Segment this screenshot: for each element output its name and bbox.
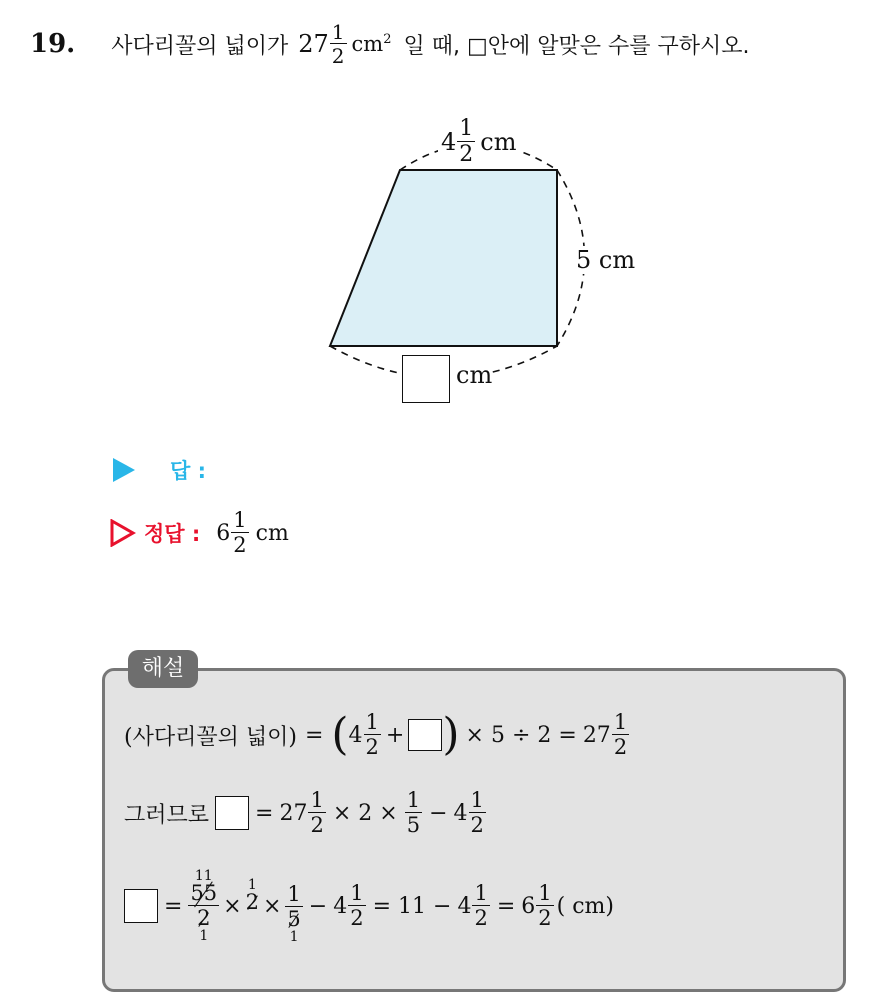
explanation-line-3 <box>124 856 614 956</box>
line3-eq: = <box>164 893 183 919</box>
line1-a-whole: 4 <box>348 722 363 748</box>
line2-b-den: 5 <box>406 813 421 837</box>
line2-minus: − <box>429 800 448 826</box>
explanation-line-2 <box>124 790 487 836</box>
line1-eq: = <box>304 722 324 748</box>
explanation-tag: 해설 <box>128 650 198 688</box>
line3-f1-bot: 1 <box>199 928 209 944</box>
line1-r-fraction <box>612 712 629 758</box>
correct-unit: cm <box>255 520 289 546</box>
line2-c-fraction <box>469 790 486 836</box>
line2-a-whole: 27 <box>279 800 308 826</box>
line3-f3-bot: 1 <box>289 929 299 945</box>
bottom-length-label <box>402 355 492 403</box>
bottom-unit: cm <box>456 361 493 389</box>
area-num: 1 <box>331 20 345 44</box>
line2-b-fraction <box>405 790 422 836</box>
area-den: 2 <box>331 44 345 68</box>
correct-label: 정답 : <box>144 522 201 546</box>
bottom-blank-box <box>402 355 450 403</box>
top-length-label <box>438 118 519 166</box>
top-whole: 4 <box>441 128 457 156</box>
correct-answer-row <box>110 510 289 556</box>
area-unit-sup: 2 <box>383 32 392 47</box>
line3-f2-val: 2 <box>245 889 259 914</box>
line3-frac1-stack <box>188 869 219 943</box>
line2-c-num: 1 <box>470 788 484 812</box>
line1-plus: + <box>385 722 405 748</box>
line3-f1-den: 2 <box>197 906 211 930</box>
line3-blank-box <box>124 889 158 923</box>
line3-times2: × <box>262 893 282 919</box>
area-unit: cm <box>351 32 384 56</box>
line1-a-fraction <box>364 712 381 758</box>
line3-g-fraction <box>348 883 365 929</box>
line3-g-whole: 4 <box>333 893 348 919</box>
line2-eq: = <box>255 800 274 826</box>
line3-times1: × <box>223 893 242 919</box>
line2-a-den: 2 <box>310 813 324 837</box>
line3-eq2: = 11 − <box>372 893 452 919</box>
line3-g-num: 1 <box>350 881 364 905</box>
line3-h-whole: 4 <box>457 893 472 919</box>
line3-f3-stack <box>285 884 302 944</box>
question-text-before: 사다리꼴의 넓이가 <box>111 33 289 59</box>
line2-mid: × 2 × <box>332 800 398 826</box>
correct-num: 1 <box>233 508 247 532</box>
line3-i-fraction <box>536 883 553 929</box>
line3-i-whole: 6 <box>521 893 536 919</box>
line2-blank-box <box>215 796 249 830</box>
line3-f1-den-wrap <box>197 906 210 929</box>
trapezoid-shape <box>330 170 557 346</box>
line2-a-num: 1 <box>310 788 324 812</box>
line3-f2-top: 1 <box>247 876 257 893</box>
correct-whole: 6 <box>216 520 231 546</box>
line1-close-paren: ) <box>442 709 460 760</box>
question-text-after: 일 때, □안에 알맞은 수를 구하시오. <box>403 33 750 59</box>
line3-f1-num-wrap <box>188 883 219 906</box>
line3-eq3: = <box>496 893 516 919</box>
correct-den: 2 <box>233 533 247 557</box>
top-num: 1 <box>459 116 474 141</box>
correct-fraction <box>231 510 248 556</box>
line3-f3-den: 5 <box>287 907 301 931</box>
line3-f3-num: 1 <box>287 882 301 906</box>
line1-r-den: 2 <box>613 735 628 759</box>
line1-r-num: 1 <box>613 710 628 734</box>
line1-r-whole: 27 <box>582 722 611 748</box>
line2-c-whole: 4 <box>453 800 468 826</box>
line3-f2-stack <box>246 878 259 913</box>
line1-lhs: (사다리꼴의 넓이) <box>124 724 297 750</box>
top-unit: cm <box>480 128 517 156</box>
line3-f1-top: 11 <box>194 868 213 884</box>
line3-f3-den-wrap <box>287 907 300 930</box>
line2-prefix: 그러므로 <box>124 802 210 828</box>
line3-i-den: 2 <box>538 906 552 930</box>
question-number: 19. <box>30 29 76 59</box>
line1-rest: × 5 ÷ 2 = <box>465 722 577 748</box>
filled-triangle-icon <box>112 457 136 483</box>
explanation-line-1 <box>124 709 630 760</box>
line3-h-num: 1 <box>474 881 488 905</box>
line2-a-fraction <box>308 790 325 836</box>
line1-open-paren: ( <box>331 709 349 760</box>
line3-f1-num: 55 <box>190 881 218 905</box>
answer-label: 답 : <box>170 459 206 483</box>
line2-b-num: 1 <box>406 788 421 812</box>
line3-unit: ( cm) <box>556 893 614 919</box>
line1-a-den: 2 <box>365 735 379 759</box>
line3-h-fraction <box>472 883 489 929</box>
answer-row <box>112 455 206 485</box>
line3-i-num: 1 <box>538 881 552 905</box>
line1-blank-box <box>408 719 442 751</box>
top-den: 2 <box>459 142 474 167</box>
top-fraction <box>457 118 475 166</box>
line3-g-den: 2 <box>350 906 364 930</box>
area-whole: 27 <box>298 30 329 58</box>
height-label: 5 cm <box>576 246 636 274</box>
outline-triangle-icon <box>110 519 136 547</box>
line3-minus1: − <box>308 893 328 919</box>
line3-h-den: 2 <box>474 906 488 930</box>
line1-a-num: 1 <box>365 710 379 734</box>
line2-c-den: 2 <box>470 813 484 837</box>
